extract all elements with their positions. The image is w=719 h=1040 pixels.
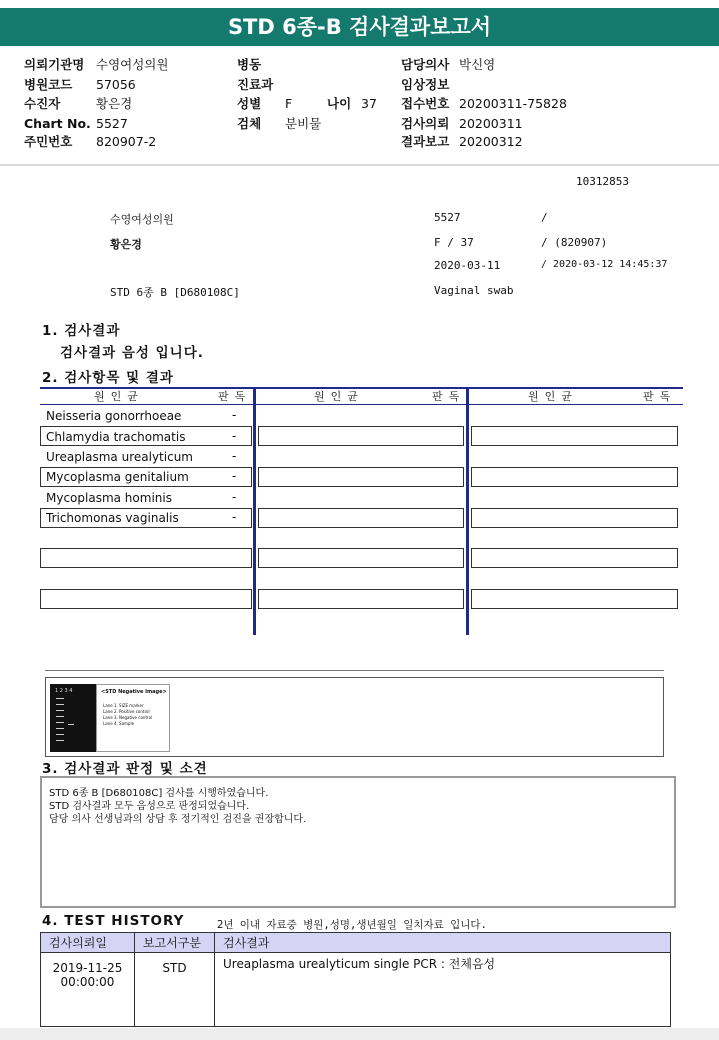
organism-result: - — [232, 408, 237, 422]
gel-lane-numbers: 1 2 3 4 — [55, 688, 73, 694]
organism-result: - — [232, 490, 237, 504]
chart-label: Chart No. — [24, 116, 91, 131]
chart-value: 5527 — [96, 116, 128, 131]
patient-label: 수진자 — [24, 96, 61, 111]
gel-band — [56, 710, 64, 711]
hospital-code-value: 57056 — [96, 77, 136, 92]
history-header-row — [41, 933, 671, 953]
dept-row — [237, 77, 285, 93]
organism-result: - — [232, 429, 237, 443]
gel-band — [56, 740, 64, 741]
grid-cell — [40, 548, 252, 568]
table-row — [41, 953, 671, 1027]
print-id: 10312853 — [576, 175, 629, 188]
organism-name: Mycoplasma genitalium — [46, 470, 189, 484]
request-label: 검사의뢰 — [401, 116, 450, 131]
grid-divider-2 — [466, 387, 469, 635]
grid-divider-1 — [253, 387, 256, 635]
gel-legend-lane: Lane 1. SIZE marker — [103, 703, 144, 708]
print-specimen: Vaginal swab — [434, 284, 514, 297]
gel-band — [56, 698, 64, 699]
print-test: STD 6종 B [D680108C] — [110, 286, 240, 299]
organism-result: - — [232, 469, 237, 483]
ward-row — [237, 57, 285, 73]
gel-legend-lane: Lane 4. Sample — [103, 721, 135, 726]
col-organism-2: 원인균 — [314, 390, 364, 403]
grid-cell — [40, 508, 252, 528]
col-result-3: 판독 — [643, 390, 677, 403]
grid-cell — [258, 426, 464, 446]
gel-band — [56, 722, 64, 723]
report-row — [401, 134, 523, 150]
history-time: 00:00:00 — [60, 975, 115, 989]
print-date-request: 2020-03-11 — [434, 259, 501, 272]
ward-label: 병동 — [237, 57, 262, 72]
specimen-row — [237, 116, 321, 132]
history-result: Ureaplasma urealyticum single PCR : 전체음성 — [215, 953, 671, 1027]
organism-name: Ureaplasma urealyticum — [46, 450, 193, 464]
gel-band — [56, 716, 64, 717]
request-row — [401, 116, 523, 132]
history-note: 2년 이내 자료중 병원,성명,생년월일 일치자료 입니다. — [217, 919, 487, 931]
report-value: 20200312 — [459, 134, 523, 149]
history-col-result: 검사결과 — [215, 933, 671, 953]
organism-name: Chlamydia trachomatis — [46, 430, 186, 444]
history-col-type: 보고서구분 — [135, 933, 215, 953]
receipt-row — [401, 96, 567, 112]
organism-name: Neisseria gonorrhoeae — [46, 409, 182, 423]
gel-band — [56, 728, 64, 729]
hospital-code-row — [24, 77, 136, 93]
section-1-result: 검사결과 음성 입니다. — [60, 345, 204, 361]
institution-row — [24, 57, 168, 73]
age-value: 37 — [361, 96, 377, 111]
grid-cell — [258, 508, 464, 528]
grid-cell — [40, 467, 252, 487]
gel-legend-lane: Lane 3. Negative control — [103, 715, 153, 720]
age-label: 나이 — [327, 96, 352, 111]
header-divider — [0, 164, 719, 166]
gel-legend-title: <STD Negative Image> — [101, 689, 167, 695]
gel-legend-lane: Lane 2. Positive control — [103, 709, 150, 714]
history-date-cell — [41, 953, 135, 1027]
gel-divider — [45, 670, 664, 671]
print-slash: / — [541, 211, 548, 224]
organism-name: Trichomonas vaginalis — [46, 511, 179, 525]
institution-value: 수영여성의원 — [96, 57, 169, 72]
report-title: STD 6종-B 검사결과보고서 — [0, 8, 719, 46]
sex-value: F — [285, 96, 293, 111]
institution-label: 의뢰기관명 — [24, 57, 85, 72]
section-1-title: 1. 검사결과 — [42, 323, 121, 339]
grid-cell — [40, 426, 252, 446]
section-3-title: 3. 검사결과 판정 및 소견 — [42, 761, 208, 777]
print-chart: 5527 — [434, 211, 461, 224]
patient-value: 황은경 — [96, 96, 133, 111]
ssn-label: 주민번호 — [24, 134, 73, 149]
history-table — [40, 932, 671, 1027]
sex-label: 성별 — [237, 96, 262, 111]
request-value: 20200311 — [459, 116, 523, 131]
col-result-2: 판독 — [432, 390, 466, 403]
grid-cell — [471, 426, 678, 446]
grid-cell — [258, 467, 464, 487]
specimen-label: 검체 — [237, 116, 262, 131]
grid-cell — [40, 589, 252, 609]
grid-cell — [471, 589, 678, 609]
gel-image — [50, 684, 96, 752]
doctor-value: 박신영 — [459, 57, 496, 72]
opinion-line: STD 검사결과 모두 음성으로 판정되었습니다. — [49, 801, 250, 812]
gel-legend — [96, 684, 170, 752]
dept-label: 진료과 — [237, 77, 274, 92]
gel-band — [68, 724, 74, 725]
section-4-title: 4. TEST HISTORY — [42, 913, 185, 929]
chart-row — [24, 116, 128, 132]
history-date: 2019-11-25 — [52, 961, 123, 975]
organism-result: - — [232, 510, 237, 524]
clinical-row — [401, 77, 459, 93]
col-organism-1: 원인균 — [94, 390, 144, 403]
print-sex-age: F / 37 — [434, 236, 474, 249]
hospital-code-label: 병원코드 — [24, 77, 73, 92]
opinion-line: 담당 의사 선생님과의 상담 후 정기적인 검진을 권장합니다. — [49, 814, 307, 825]
history-type: STD — [135, 953, 215, 1027]
doctor-label: 담당의사 — [401, 57, 450, 72]
doctor-row — [401, 57, 495, 73]
gel-band — [56, 734, 64, 735]
ssn-row — [24, 134, 156, 150]
specimen-value: 분비물 — [285, 116, 322, 131]
print-institution: 수영여성의원 — [110, 213, 174, 226]
organism-result: - — [232, 449, 237, 463]
patient-row — [24, 96, 132, 112]
gel-band — [56, 704, 64, 705]
report-label: 결과보고 — [401, 134, 450, 149]
sex-age-row — [237, 96, 377, 112]
print-ssn: / (820907) — [541, 236, 608, 249]
col-result-1: 판독 — [218, 390, 252, 403]
col-organism-3: 원인균 — [528, 390, 578, 403]
grid-cell — [471, 467, 678, 487]
opinion-line: STD 6종 B [D680108C] 검사를 시행하였습니다. — [49, 788, 269, 799]
page-footer — [0, 1028, 719, 1040]
clinical-label: 임상정보 — [401, 77, 450, 92]
ssn-value: 820907-2 — [96, 134, 157, 149]
receipt-value: 20200311-75828 — [459, 96, 567, 111]
print-date-report: / 2020-03-12 14:45:37 — [541, 259, 668, 270]
history-col-date: 검사의뢰일 — [41, 933, 135, 953]
organism-name: Mycoplasma hominis — [46, 491, 172, 505]
print-patient: 황은경 — [110, 238, 142, 251]
receipt-label: 접수번호 — [401, 96, 450, 111]
grid-cell — [258, 548, 464, 568]
grid-cell — [471, 508, 678, 528]
section-2-title: 2. 검사항목 및 결과 — [42, 370, 174, 386]
grid-cell — [258, 589, 464, 609]
grid-cell — [471, 548, 678, 568]
grid-header-rule — [40, 404, 683, 405]
